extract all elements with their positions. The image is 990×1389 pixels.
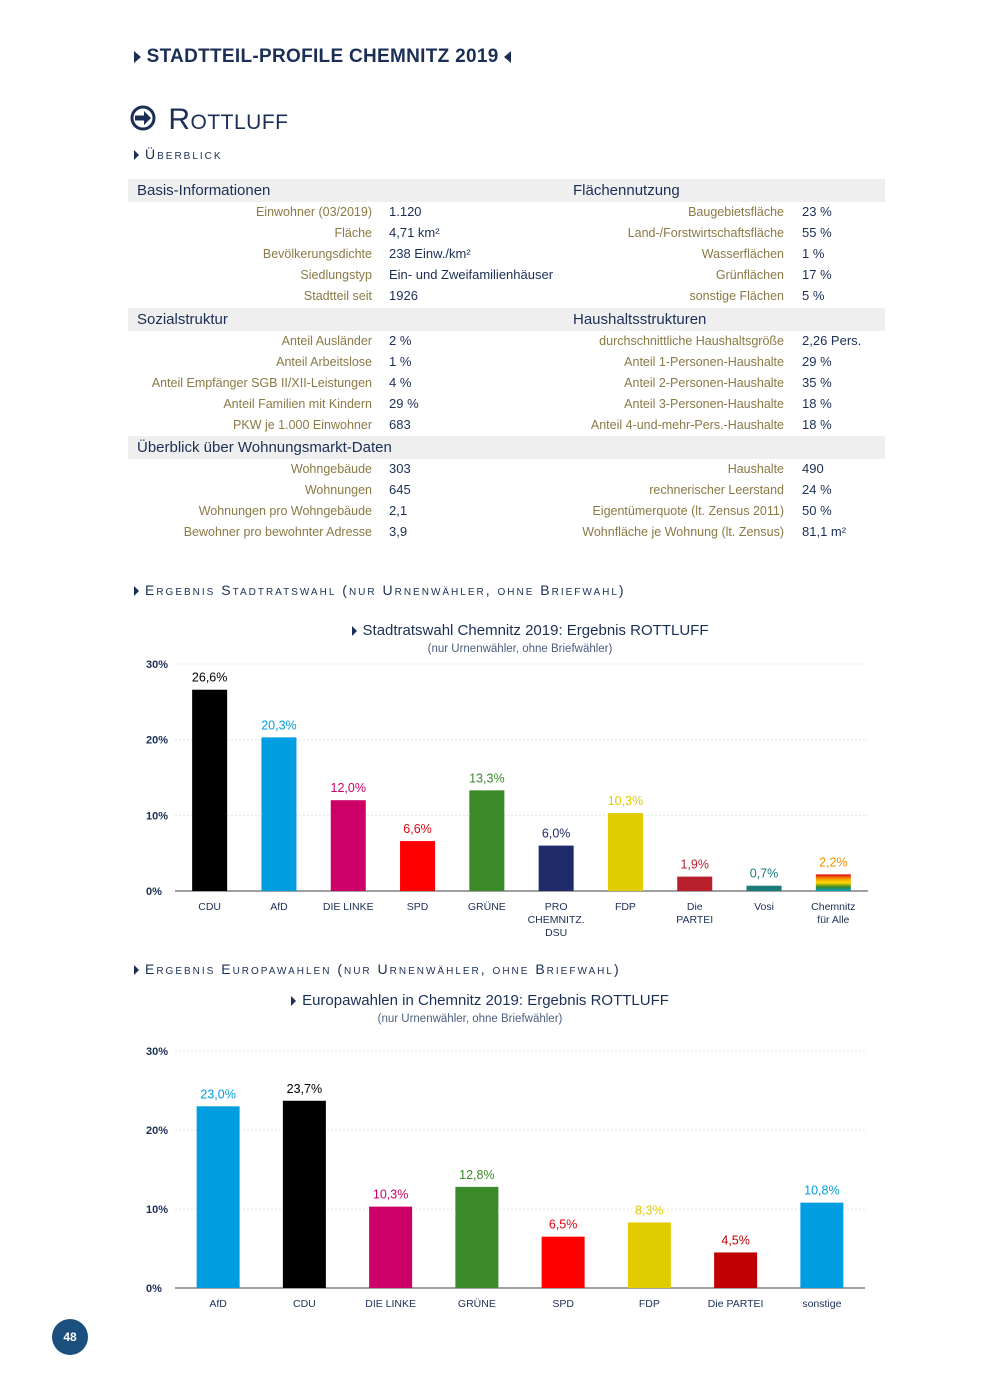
row-label: Wohngebäude [290,462,372,476]
section-european-label: Ergebnis Europawahlen (nur Urnenwähler, ohne Briefwahl) [145,961,621,977]
bar [608,813,643,891]
row-value: 35 % [802,375,832,390]
value-label: 4,5% [721,1233,750,1248]
row-label: Wohnungen pro Wohngebäude [198,504,372,518]
category-label: Chemnitz [811,901,856,913]
circle-arrow-icon [130,105,156,131]
row-value: 645 [389,482,411,497]
row-value: 4 % [389,375,412,390]
bar [539,846,574,891]
row-label: Anteil 3-Personen-Haushalte [624,397,784,411]
y-tick-label: 30% [146,659,169,671]
bar [816,874,851,891]
value-label: 12,0% [330,781,366,796]
value-label: 8,3% [635,1203,664,1218]
bar [714,1252,757,1288]
value-label: 1,9% [680,857,709,872]
value-label: 26,6% [191,670,228,685]
category-label: GRÜNE [457,1298,496,1310]
bar [261,737,296,891]
category-label: FDP [638,1298,660,1310]
row-value: 18 % [802,417,832,432]
bar [747,886,782,891]
chart1-title [340,622,720,639]
bar [677,877,712,891]
row-value: 490 [802,461,824,476]
value-label: 20,3% [261,718,297,733]
y-tick-label: 20% [146,1125,169,1137]
bar [800,1203,843,1288]
row-value: 55 % [802,225,832,240]
y-tick-label: 10% [146,810,169,823]
page-number: 48 [52,1319,88,1355]
section-city-council-label: Ergebnis Stadtratswahl (nur Urnenwähler, ohne Briefwahl) [145,582,626,598]
header-title: STADTTEIL-PROFILE CHEMNITZ 2019 [146,46,499,67]
row-value: Ein- und Zweifamilienhäuser [389,267,554,282]
row-label: Fläche [334,226,372,240]
value-label: 10,3% [372,1187,409,1202]
row-label: PKW je 1.000 Einwohner [233,418,372,432]
value-label: 23,0% [200,1087,236,1102]
value-label: 6,0% [541,826,571,841]
table-right-title: Haushaltsstrukturen [573,311,707,328]
row-label: Anteil 1-Personen-Haushalte [624,355,784,369]
row-label: rechnerischer Leerstand [649,483,784,497]
row-label: Wohnungen [304,483,372,497]
page-header [134,46,511,68]
value-label: 13,3% [469,771,505,786]
value-label: 2,2% [819,855,848,870]
row-value: 2,1 [389,503,408,518]
y-tick-label: 0% [146,886,162,898]
row-value: 238 Einw./km² [389,246,471,261]
row-label: Eigentümerquote (lt. Zensus 2011) [592,504,784,518]
category-label: SPD [552,1298,574,1310]
row-value: 23 % [802,204,832,219]
row-label: Baugebietsfläche [688,205,784,219]
row-label: Einwohner (03/2019) [255,205,372,219]
category-label: sonstige [802,1298,842,1310]
section-city-council-heading [134,582,626,598]
chart1-subtitle: (nur Urnenwähler, ohne Briefwähler) [427,643,613,655]
row-value: 2 % [389,333,412,348]
value-label: 6,6% [403,822,432,837]
row-label: Stadtteil seit [303,289,372,303]
row-value: 17 % [802,267,832,282]
row-label: durchschnittliche Haushaltsgröße [599,334,784,348]
row-label: Haushalte [727,462,784,476]
category-label: für Alle [817,914,850,926]
value-label: 0,7% [749,866,779,881]
section-european-heading [134,961,621,977]
category-label: AfD [270,901,288,913]
category-label: SPD [406,901,429,913]
chart2-title-text: Europawahlen in Chemnitz 2019: Ergebnis ROTTLUFF [302,992,669,1009]
bar [283,1101,326,1288]
bar [455,1187,498,1288]
chart1-title-text: Stadtratswahl Chemnitz 2019: Ergebnis ROTTLUFF [362,622,709,639]
triangle-left-icon [504,51,511,63]
row-label: Anteil 4-und-mehr-Pers.-Haushalte [590,418,784,432]
bar [192,690,227,891]
bar [369,1207,412,1288]
row-label: Anteil Ausländer [281,334,372,348]
bar [400,841,435,891]
row-value: 24 % [802,482,832,497]
category-label: PRO [544,901,568,913]
y-tick-label: 30% [146,1046,169,1058]
value-label: 10,8% [804,1183,840,1198]
triangle-right-icon [352,626,357,636]
category-label: DIE LINKE [365,1298,417,1310]
table-band [128,308,885,331]
bar [469,790,504,891]
triangle-right-icon [134,965,139,975]
row-value: 29 % [802,354,832,369]
row-value: 2,26 Pers. [802,333,862,348]
value-label: 10,3% [607,794,644,809]
y-tick-label: 0% [146,1283,162,1295]
value-label: 12,8% [459,1167,495,1182]
row-value: 18 % [802,396,832,411]
chart2-subtitle: (nur Urnenwähler, ohne Briefwähler) [377,1013,563,1025]
value-label: 23,7% [286,1081,323,1096]
row-label: Anteil 2-Personen-Haushalte [624,376,784,390]
district-name: Rottluff [168,103,289,136]
section-overview-heading [134,146,223,162]
category-label: Die [686,901,703,913]
row-value: 683 [389,417,411,432]
row-label: Bewohner pro bewohnter Adresse [183,525,372,539]
bar [197,1106,240,1288]
row-value: 5 % [802,288,825,303]
y-tick-label: 20% [146,734,169,747]
district-title [130,103,289,137]
category-label: CHEMNITZ. [527,914,585,926]
table-left-title: Überblick über Wohnungsmarkt-Daten [137,439,392,456]
triangle-right-icon [134,51,141,63]
table-left-title: Sozialstruktur [137,311,228,328]
category-label: DIE LINKE [322,901,374,913]
category-label: CDU [293,1298,316,1310]
triangle-right-icon [134,150,139,160]
row-label: Land-/Forstwirtschaftsfläche [627,226,784,240]
category-label: Vosi [754,901,774,913]
category-label: Die PARTEI [707,1298,764,1310]
category-label: PARTEI [676,914,714,926]
table-right-title: Flächennutzung [573,182,680,199]
row-label: Bevölkerungsdichte [262,247,372,261]
row-label: Wohnfläche je Wohnung (lt. Zensus) [582,525,784,539]
bar [542,1237,585,1288]
category-label: FDP [614,901,636,913]
row-value: 50 % [802,503,832,518]
european-chart [130,1040,880,1320]
row-value: 81,1 m² [802,524,847,539]
category-label: DSU [545,927,568,939]
row-value: 1926 [389,288,418,303]
city-council-chart [130,655,880,950]
triangle-right-icon [134,586,139,596]
y-tick-label: 10% [146,1204,169,1216]
row-label: Anteil Arbeitslose [276,355,372,369]
row-label: Anteil Empfänger SGB II/XII-Leistungen [151,376,372,390]
row-label: sonstige Flächen [689,289,784,303]
category-label: GRÜNE [467,901,506,913]
table-left-title: Basis-Informationen [137,182,271,199]
row-value: 1 % [802,246,825,261]
category-label: AfD [209,1298,227,1310]
row-label: Grünflächen [715,268,784,282]
row-label: Siedlungstyp [300,268,372,282]
row-value: 303 [389,461,411,476]
value-label: 6,5% [548,1217,578,1232]
category-label: CDU [198,901,222,913]
chart2-title [280,992,680,1009]
row-value: 3,9 [389,524,408,539]
row-label: Wasserflächen [701,247,784,261]
row-value: 1 % [389,354,412,369]
bar [628,1222,671,1288]
bar [331,800,366,891]
row-value: 29 % [389,396,419,411]
triangle-right-icon [291,996,296,1006]
row-label: Anteil Familien mit Kindern [223,397,372,411]
row-value: 4,71 km² [389,225,440,240]
row-value: 1.120 [389,204,422,219]
section-overview-label: Überblick [145,146,223,162]
